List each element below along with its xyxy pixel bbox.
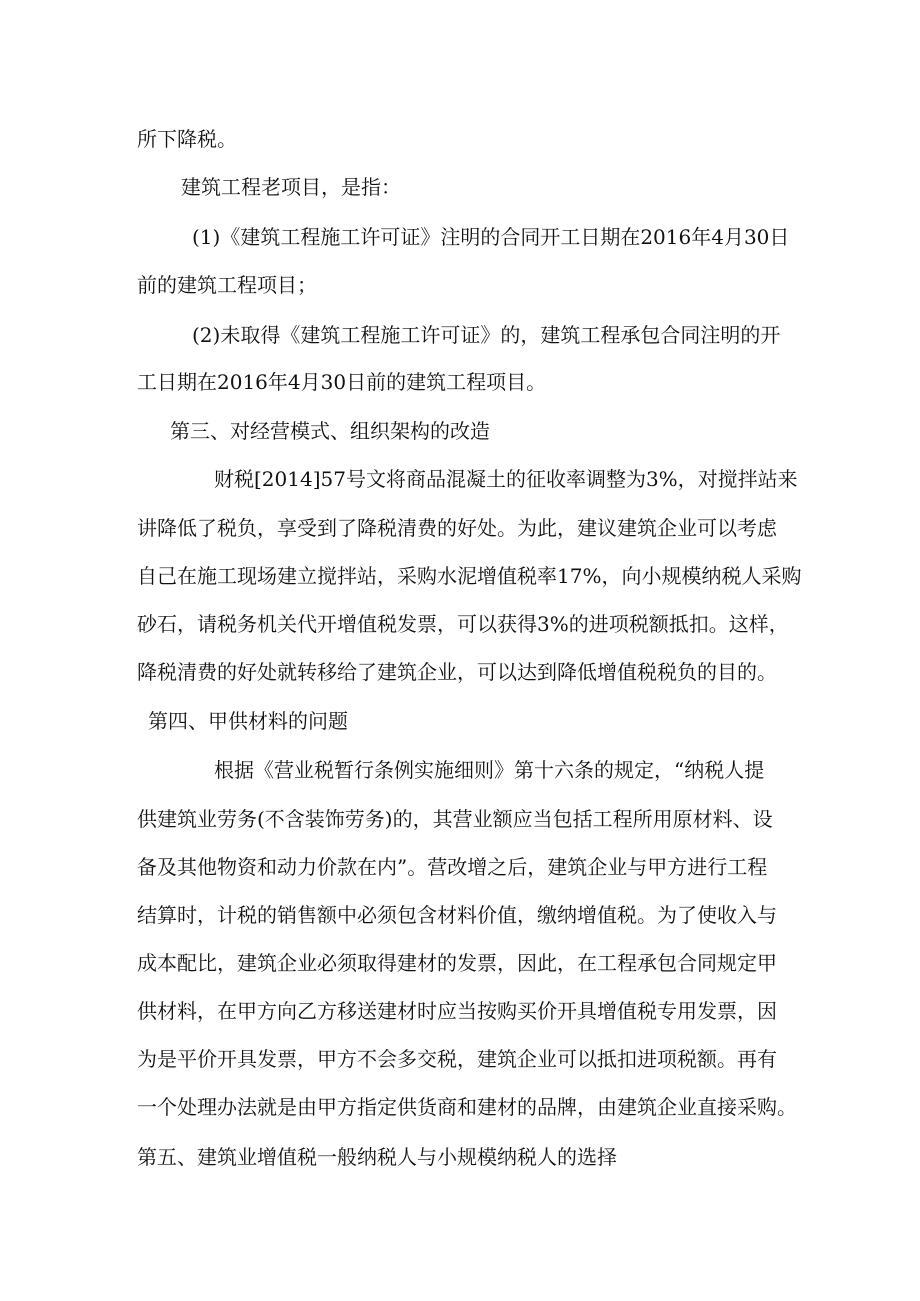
text-line: (2)未取得《建筑工程施工许可证》的，建筑工程承包合同注明的开 [192, 323, 781, 347]
text-line: (1)《建筑工程施工许可证》注明的合同开工日期在2016年4月30日 [192, 225, 790, 249]
text-line: 工日期在2016年4月30日前的建筑工程项目。 [137, 370, 547, 394]
text-line: 为是平价开具发票，甲方不会多交税，建筑企业可以抵扣进项税额。再有 [137, 1047, 777, 1071]
text-line: 成本配比，建筑企业必须取得建材的发票，因此，在工程承包合同规定甲 [137, 951, 777, 975]
text-line: 砂石，请税务机关代开增值税发票，可以获得3%的进项税额抵扣。这样， [137, 612, 789, 636]
section-heading: 第三、对经营模式、组织架构的改造 [170, 419, 490, 443]
text-line: 结算时，计税的销售额中必须包含材料价值，缴纳增值税。为了使收入与 [137, 903, 777, 927]
text-line: 供建筑业劳务(不含装饰劳务)的，其营业额应当包括工程所用原材料、设 [137, 807, 773, 831]
text-line: 自己在施工现场建立搅拌站，采购水泥增值税率17%，向小规模纳税人采购 [137, 564, 802, 588]
text-line: 根据《营业税暂行条例实施细则》第十六条的规定，“纳税人提 [214, 758, 765, 782]
text-line: 前的建筑工程项目； [137, 273, 317, 297]
text-line: 一个处理办法就是由甲方指定供货商和建材的品牌，由建筑企业直接采购。 [137, 1095, 797, 1119]
section-heading: 第五、建筑业增值税一般纳税人与小规模纳税人的选择 [137, 1145, 617, 1169]
text-line: 建筑工程老项目，是指： [181, 175, 401, 199]
text-line: 降税清费的好处就转移给了建筑企业，可以达到降低增值税税负的目的。 [137, 660, 777, 684]
section-heading: 第四、甲供材料的问题 [148, 709, 348, 733]
text-line: 供材料，在甲方向乙方移送建材时应当按购买价开具增值税专用发票，因 [137, 999, 777, 1023]
text-line: 财税[2014]57号文将商品混凝土的征收率调整为3%，对搅拌站来 [214, 467, 798, 491]
text-line: 讲降低了税负，享受到了降税清费的好处。为此，建议建筑企业可以考虑 [137, 516, 777, 540]
text-line: 所下降税。 [137, 127, 237, 151]
text-line: 备及其他物资和动力价款在内”。营改增之后，建筑企业与甲方进行工程 [137, 855, 768, 879]
